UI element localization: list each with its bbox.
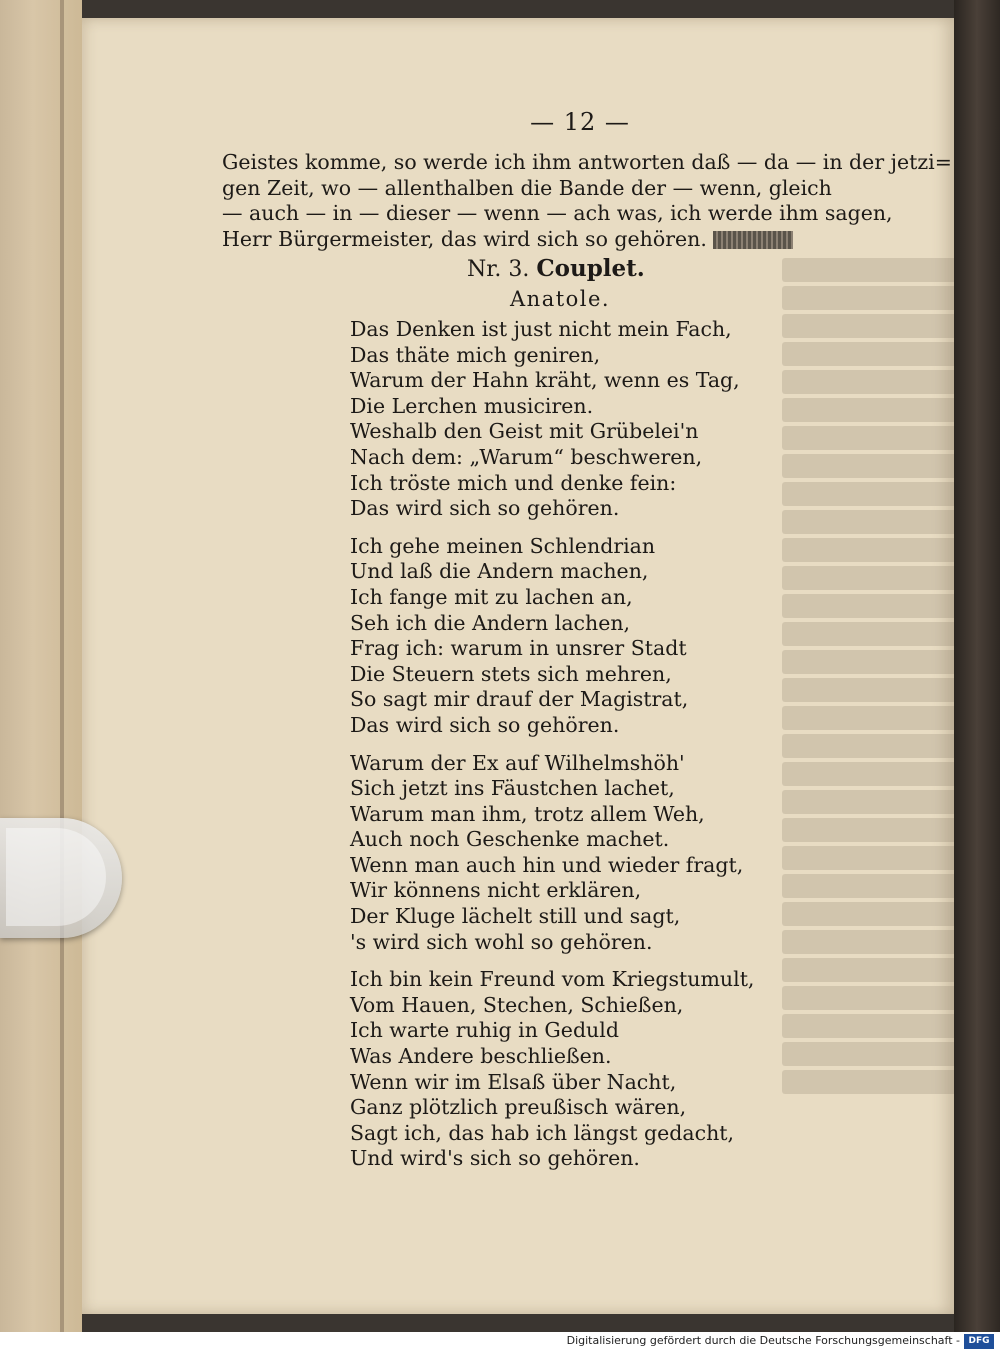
song-number: Nr. 3.: [467, 257, 530, 282]
verse-line: Weshalb den Geist mit Grübelei'n: [350, 419, 699, 444]
verse-line: Ich tröste mich und denke fein:: [350, 470, 677, 495]
verse-line: Vom Hauen, Stechen, Schießen,: [350, 992, 684, 1017]
verse-line: Wir könnens nicht erklären,: [350, 878, 642, 903]
verse-line: Das wird sich so gehören.: [350, 712, 620, 737]
prose-line: gen Zeit, wo — allenthalben die Bande der — wenn, gleich: [222, 175, 832, 200]
verse-line: Nach dem: „Warum“ beschweren,: [350, 444, 703, 469]
song-heading: [467, 254, 922, 285]
verse-line: Ganz plötzlich preußisch wären,: [350, 1095, 687, 1120]
verse-line: Warum der Ex auf Wilhelmshöh': [350, 750, 685, 775]
prose-block: [222, 150, 952, 252]
page-text: [222, 108, 952, 1184]
prose-line-last: Herr Bürgermeister, das wird sich so gehören.: [222, 227, 912, 253]
verse-line: Sagt ich, das hab ich längst gedacht,: [350, 1120, 735, 1145]
ink-smudge: [713, 231, 793, 249]
dfg-logo-icon: DFG: [964, 1334, 994, 1349]
page-number: — 12 —: [530, 108, 630, 136]
cover-edge: [60, 0, 64, 1332]
verse-line: Was Andere beschließen.: [350, 1044, 612, 1069]
verse-line: Das wird sich so gehören.: [350, 496, 620, 521]
verse-line: Wenn man auch hin und wieder fragt,: [350, 852, 744, 877]
verse-line: Die Steuern stets sich mehren,: [350, 661, 672, 686]
verse-line: Das thäte mich geniren,: [350, 342, 601, 367]
footer: [0, 1332, 1000, 1352]
verse-line: Der Kluge lächelt still und sagt,: [350, 904, 681, 929]
verse-line: Frag ich: warum in unsrer Stadt: [350, 636, 687, 661]
verse-line: So sagt mir drauf der Magistrat,: [350, 687, 689, 712]
verse-line: Und laß die Andern machen,: [350, 559, 649, 584]
song-title: Couplet.: [536, 255, 645, 282]
stanza: [350, 534, 922, 739]
footer-credit: Digitalisierung gefördert durch die Deutsche Forschungsgemeinschaft -: [566, 1334, 960, 1347]
speaker-name: Anatole.: [510, 287, 611, 311]
verse-line: Ich gehe meinen Schlendrian: [350, 533, 656, 558]
verse-line: Warum der Hahn kräht, wenn es Tag,: [350, 368, 740, 393]
verse-line: Ich fange mit zu lachen an,: [350, 584, 633, 609]
verse-line: Ich warte ruhig in Geduld: [350, 1018, 619, 1043]
verse-line: Warum man ihm, trotz allem Weh,: [350, 801, 705, 826]
verse-line: Seh ich die Andern lachen,: [350, 610, 631, 635]
verse-line: Die Lerchen musiciren.: [350, 393, 594, 418]
scanner-clip: [0, 818, 122, 938]
verse-line: Ich bin kein Freund vom Kriegstumult,: [350, 967, 755, 992]
verse-line: Wenn wir im Elsaß über Nacht,: [350, 1069, 677, 1094]
stanza: [350, 317, 922, 522]
prose-line: — auch — in — dieser — wenn — ach was, ich werde ihm sagen,: [222, 201, 893, 225]
verse-line: Auch noch Geschenke machet.: [350, 827, 670, 852]
verse-line: Und wird's sich so gehören.: [350, 1146, 640, 1171]
stanza-list: [350, 317, 922, 1172]
book-cover-left: [0, 0, 82, 1332]
stanza: [350, 751, 922, 956]
book-spine-right: [954, 0, 1000, 1332]
verse-line: Das Denken ist just nicht mein Fach,: [350, 317, 732, 341]
stanza: [350, 967, 922, 1172]
verse-line: 's wird sich wohl so gehören.: [350, 929, 653, 954]
prose-line: Geistes komme, so werde ich ihm antworten daß — da — in der jetzi=: [222, 150, 952, 174]
verse-line: Sich jetzt ins Fäustchen lachet,: [350, 776, 675, 801]
